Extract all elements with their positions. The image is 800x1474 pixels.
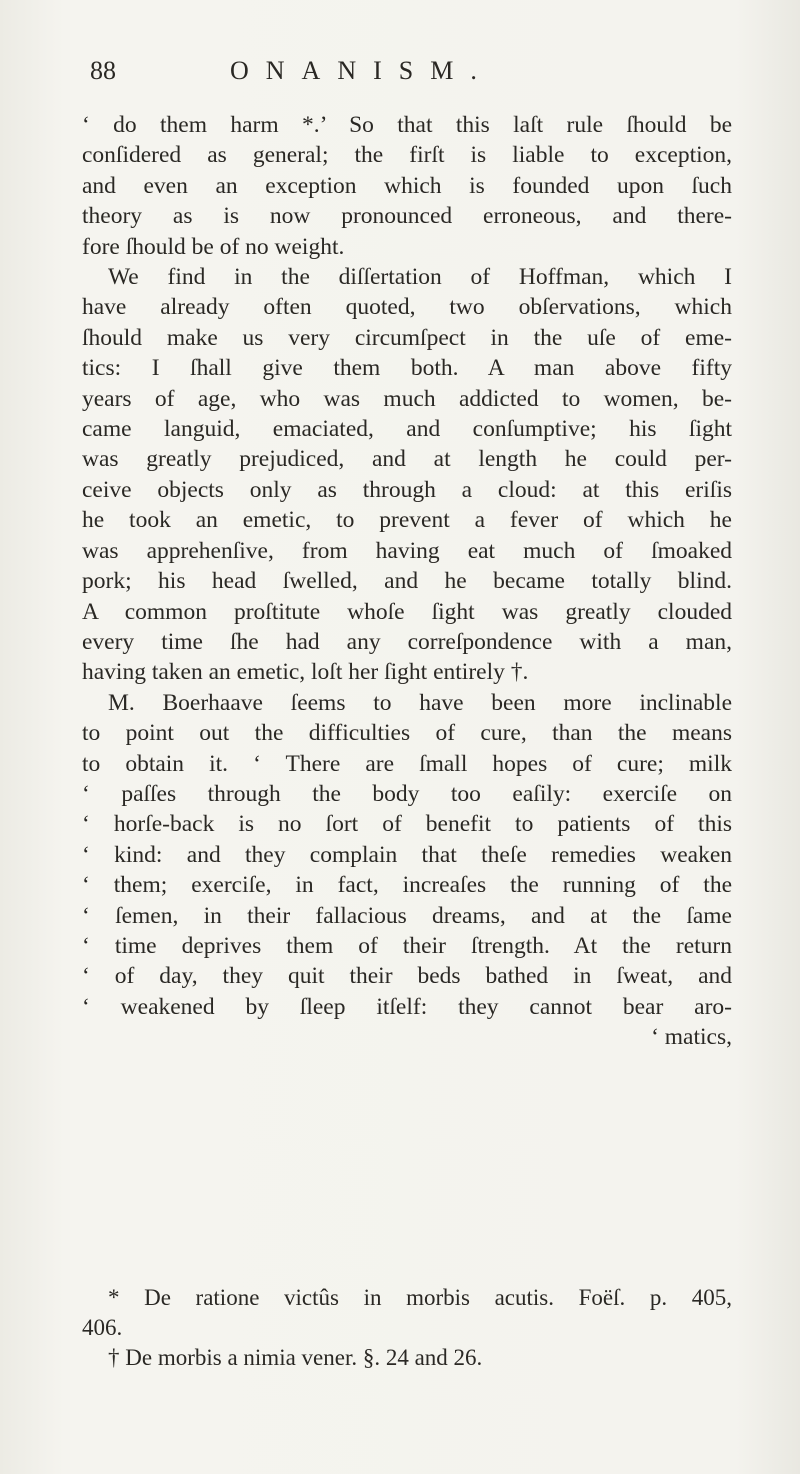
text-line: ‘ do them harm *.’ So that this laſt rule ſhould be — [82, 112, 732, 138]
text-line: A common proſtitute whoſe ſight was greatly clouded — [82, 598, 732, 625]
text-line: tics: I ſhall give them both. A man above fifty — [82, 355, 732, 382]
text-line: ‘ horſe-back is no ſort of benefit to patients of this — [82, 811, 732, 838]
text-line: was apprehenſive, from having eat much of ſmoaked — [82, 537, 732, 564]
text-line: pork; his head ſwelled, and he became totally blind. — [82, 568, 732, 595]
text-line: ſhould make us very circumſpect in the uſe of eme- — [82, 324, 732, 351]
text-line: We find in the diſſertation of Hoffman, which I — [108, 264, 732, 291]
footnote-line: 406. — [82, 1315, 123, 1340]
text-line: theory as is now pronounced erroneous, and there- — [82, 203, 732, 230]
text-line: was greatly prejudiced, and at length he could per- — [82, 446, 732, 473]
body-text — [82, 110, 732, 1053]
text-line: having taken an emetic, loſt her ſight entirely †. — [82, 659, 529, 686]
text-line: ‘ time deprives them of their ſtrength. At the return — [82, 932, 732, 959]
text-line: to point out the difficulties of cure, than the means — [82, 720, 732, 747]
text-line: have already often quoted, two obſervations, which — [82, 294, 732, 321]
footnotes — [82, 1283, 732, 1373]
catchword-line: ‘ matics, — [651, 1024, 732, 1051]
text-line: came languid, emaciated, and conſumptive; his ſight — [82, 416, 732, 443]
text-line: ‘ kind: and they complain that theſe remedies weaken — [82, 841, 732, 868]
text-line: ‘ weakened by ſleep itſelf: they cannot bear aro- — [82, 993, 732, 1020]
running-title: ONANISM. — [230, 56, 494, 85]
text-line: conſidered as general; the firſt is liable to exception, — [82, 142, 732, 169]
text-line: he took an emetic, to prevent a fever of which he — [82, 507, 732, 534]
page-number: 88 — [90, 56, 116, 85]
text-line: ‘ paſſes through the body too eaſily: exerciſe on — [82, 780, 732, 807]
text-line: ‘ ſemen, in their fallacious dreams, and at the ſame — [82, 902, 732, 929]
text-line: M. Boerhaave ſeems to have been more inclinable — [108, 689, 732, 716]
page-header — [90, 56, 730, 96]
text-line: fore ſhould be of no weight. — [82, 233, 345, 260]
footnote-line: * De ratione victûs in morbis acutis. Foëſ. p. 405, — [108, 1285, 732, 1310]
text-line: every time ſhe had any correſpondence with a man, — [82, 628, 732, 655]
text-line: ceive objects only as through a cloud: at this eriſis — [82, 476, 732, 503]
text-line: and even an exception which is founded upon ſuch — [82, 172, 732, 199]
text-line: to obtain it. ‘ There are ſmall hopes of cure; milk — [82, 750, 732, 777]
text-line: ‘ them; exerciſe, in fact, increaſes the running of the — [82, 872, 732, 899]
text-line: ‘ of day, they quit their beds bathed in ſweat, and — [82, 963, 732, 990]
footnote-line: † De morbis a nimia vener. §. 24 and 26. — [108, 1345, 483, 1370]
text-line: years of age, who was much addicted to women, be- — [82, 385, 732, 412]
